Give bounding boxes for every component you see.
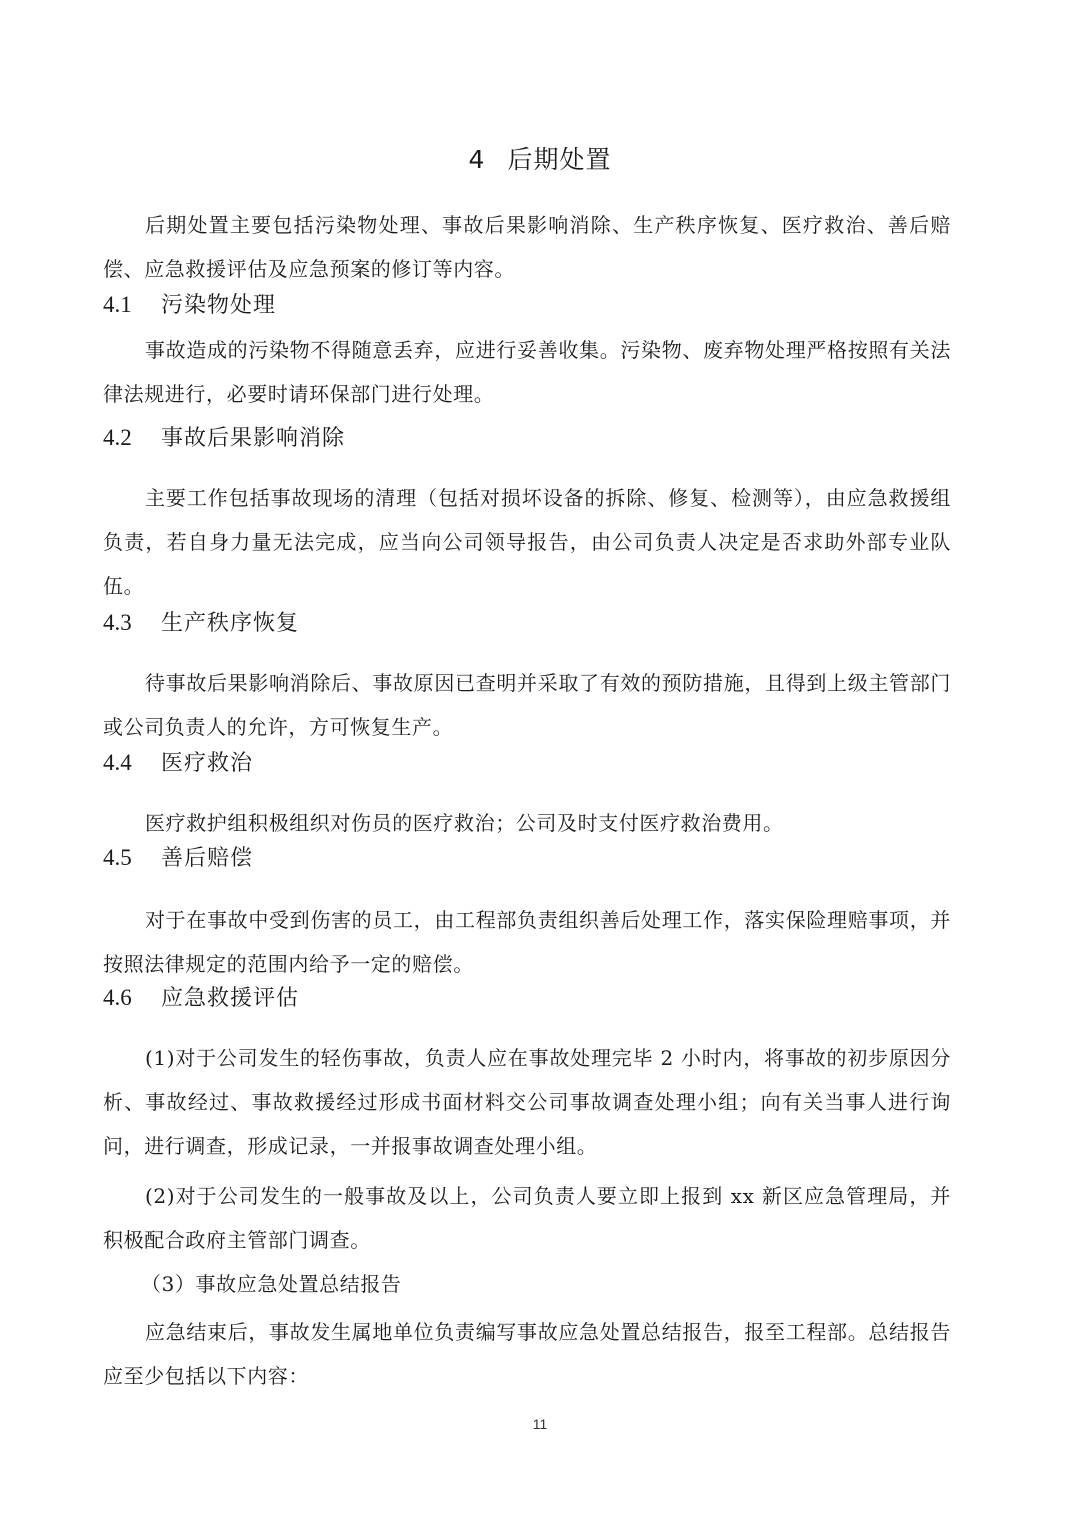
chapter-title-text: 后期处置	[507, 145, 612, 174]
section-number: 4.1	[103, 292, 132, 317]
page-number: 11	[532, 1416, 548, 1432]
evaluation-item-3-body: 应急结束后，事故发生属地单位负责编写事故应急处置总结报告，报至工程部。总结报告应至少包括以下内容：	[103, 1320, 951, 1388]
section-heading-4-6	[103, 980, 299, 1017]
section-heading-4-2	[103, 420, 345, 457]
section-4-1-body: 事故造成的污染物不得随意丢弃，应进行妥善收集。污染物、废弃物处理严格按照有关法律法规进行，必要时请环保部门进行处理。	[103, 338, 951, 406]
section-title: 应急救援评估	[161, 986, 300, 1011]
section-number: 4.3	[103, 610, 132, 635]
section-heading-4-4	[103, 745, 253, 782]
section-4-5-body: 对于在事故中受到伤害的员工，由工程部负责组织善后处理工作，落实保险理赔事项，并按照法律规定的范围内给予一定的赔偿。	[103, 908, 951, 976]
evaluation-item-1: (1)对于公司发生的轻伤事故，负责人应在事故处理完毕 2 小时内，将事故的初步原因分析、事故经过、事故救援经过形成书面材料交公司事故调查处理小组；向有关当事人进行询问，进行调查，形成记录，一并报事故调查处理小组。	[103, 1046, 951, 1158]
section-heading-4-3	[103, 605, 299, 642]
section-title: 污染物处理	[161, 293, 277, 318]
section-number: 4.5	[103, 845, 132, 870]
section-4-3-body: 待事故后果影响消除后、事故原因已查明并采取了有效的预防措施，且得到上级主管部门或公司负责人的允许，方可恢复生产。	[103, 671, 951, 739]
section-title: 事故后果影响消除	[161, 426, 346, 451]
evaluation-item-2: (2)对于公司发生的一般事故及以上，公司负责人要立即上报到 xx 新区应急管理局，并积极配合政府主管部门调查。	[103, 1184, 951, 1252]
evaluation-item-3-heading: （3）事故应急处置总结报告	[141, 1272, 402, 1296]
section-heading-4-1	[103, 287, 276, 324]
section-number: 4.4	[103, 750, 132, 775]
section-title: 善后赔偿	[161, 846, 254, 871]
section-title: 医疗救治	[161, 751, 254, 776]
section-4-4-body: 医疗救护组积极组织对伤员的医疗救治；公司及时支付医疗救治费用。	[145, 811, 784, 835]
chapter-number: 4	[468, 145, 486, 174]
section-4-2-body: 主要工作包括事故现场的清理（包括对损坏设备的拆除、修复、检测等），由应急救援组负责，若自身力量无法完成，应当向公司领导报告，由公司负责人决定是否求助外部专业队伍。	[103, 486, 951, 598]
chapter-title	[0, 140, 1080, 180]
section-number: 4.2	[103, 425, 132, 450]
section-number: 4.6	[103, 985, 132, 1010]
intro-paragraph: 后期处置主要包括污染物处理、事故后果影响消除、生产秩序恢复、医疗救治、善后赔偿、应急救援评估及应急预案的修订等内容。	[103, 213, 951, 281]
section-heading-4-5	[103, 840, 253, 877]
section-title: 生产秩序恢复	[161, 611, 300, 636]
